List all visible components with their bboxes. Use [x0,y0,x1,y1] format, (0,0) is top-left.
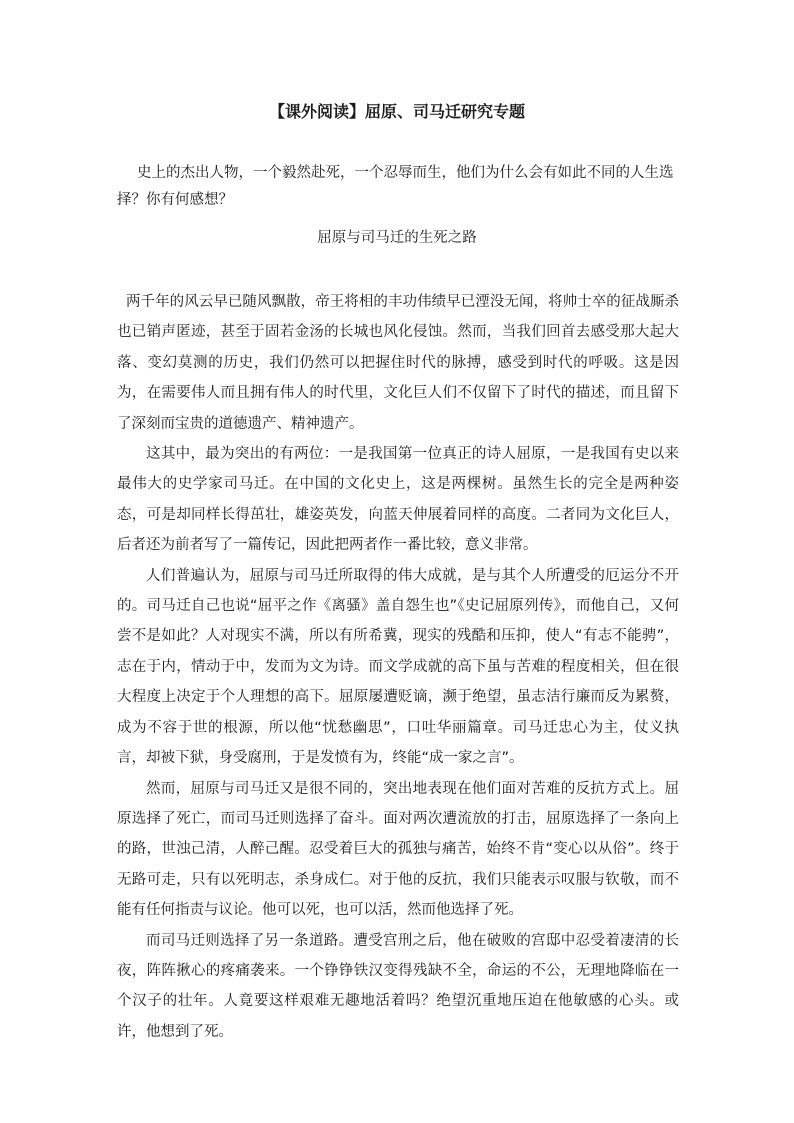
paragraph-2: 这其中，最为突出的有两位：一是我国第一位真正的诗人屈原，一是我国有史以来最伟大的史学家司马迁。在中国的文化史上，这是两棵树。虽然生长的完全是两种姿态，可是却同样长得茁壮，雄姿英发，向蓝天伸展着同样的高度。二者同为文化巨人，后者还为前者写了一篇传记，因此把两者作一番比较，意义非常。 [117,446,679,554]
paragraph-3: 人们普遍认为，屈原与司马迁所取得的伟大成就，是与其个人所遭受的厄运分不开的。司马迁自己也说“屈平之作《离骚》盖自怨生也”《史记屈原列传》，而他自己，又何尝不是如此？人对现实不满，所以有所希冀，现实的残酷和压抑，使人“有志不能骋”，志在于内，情动于中，发而为文为诗。而文学成就的高下虽与苦难的程度相关，但在很大程度上决定于个人理想的高下。屈原屡遭贬谪，濒于绝望，虽志洁行廉而反为累赘，成为不容于世的根源，所以他“忧愁幽思”，口吐华丽篇章。司马迁忠心为主，仗义执言，却被下狱，身受腐刑，于是发愤有为，终能“成一家之言”。 [117,567,679,767]
article-subtitle: 屈原与司马迁的生死之路 [317,230,477,246]
paragraph-5: 而司马迁则选择了另一条道路。遭受宫刑之后，他在破败的宫邸中忍受着凄清的长夜，阵阵揪心的疼痛袭来。一个铮铮铁汉变得残缺不全，命运的不公，无理地降临在一个汉子的壮年。人竟要这样艰难无趣地活着吗？绝望沉重地压迫在他敏感的心头。或许，他想到了死。 [117,932,679,1040]
paragraph-4: 然而，屈原与司马迁又是很不同的，突出地表现在他们面对苦难的反抗方式上。屈原选择了死亡，而司马迁则选择了奋斗。面对两次遭流放的打击，屈原选择了一条向上的路，世浊己清，人醉己醒。忍受着巨大的孤独与痛苦，始终不肯“变心以从俗”。终于无路可走，只有以死明志，杀身成仁。对于他的反抗，我们只能表示叹服与钦敬，而不能有任何指责与议论。他可以死，也可以活，然而他选择了死。 [117,780,679,919]
document-title: 【课外阅读】屈原、司马迁研究专题 [268,102,525,121]
intro-question: 史上的杰出人物，一个毅然赴死，一个忍辱而生，他们为什么会有如此不同的人生选择？你有何感想？ [117,165,674,208]
paragraph-1: 两千年的风云早已随风飘散，帝王将相的丰功伟绩早已湮没无闻，将帅士卒的征战厮杀也已销声匿迹，甚至于固若金汤的长城也风化侵蚀。然而，当我们回首去感受那大起大落、变幻莫测的历史，我们仍然可以把握住时代的脉搏，感受到时代的呼吸。这是因为，在需要伟人而且拥有伟人的时代里，文化巨人们不仅留下了时代的描述，而且留下了深刻而宝贵的道德遗产、精神遗产。 [117,294,679,432]
article-body [117,287,679,1047]
